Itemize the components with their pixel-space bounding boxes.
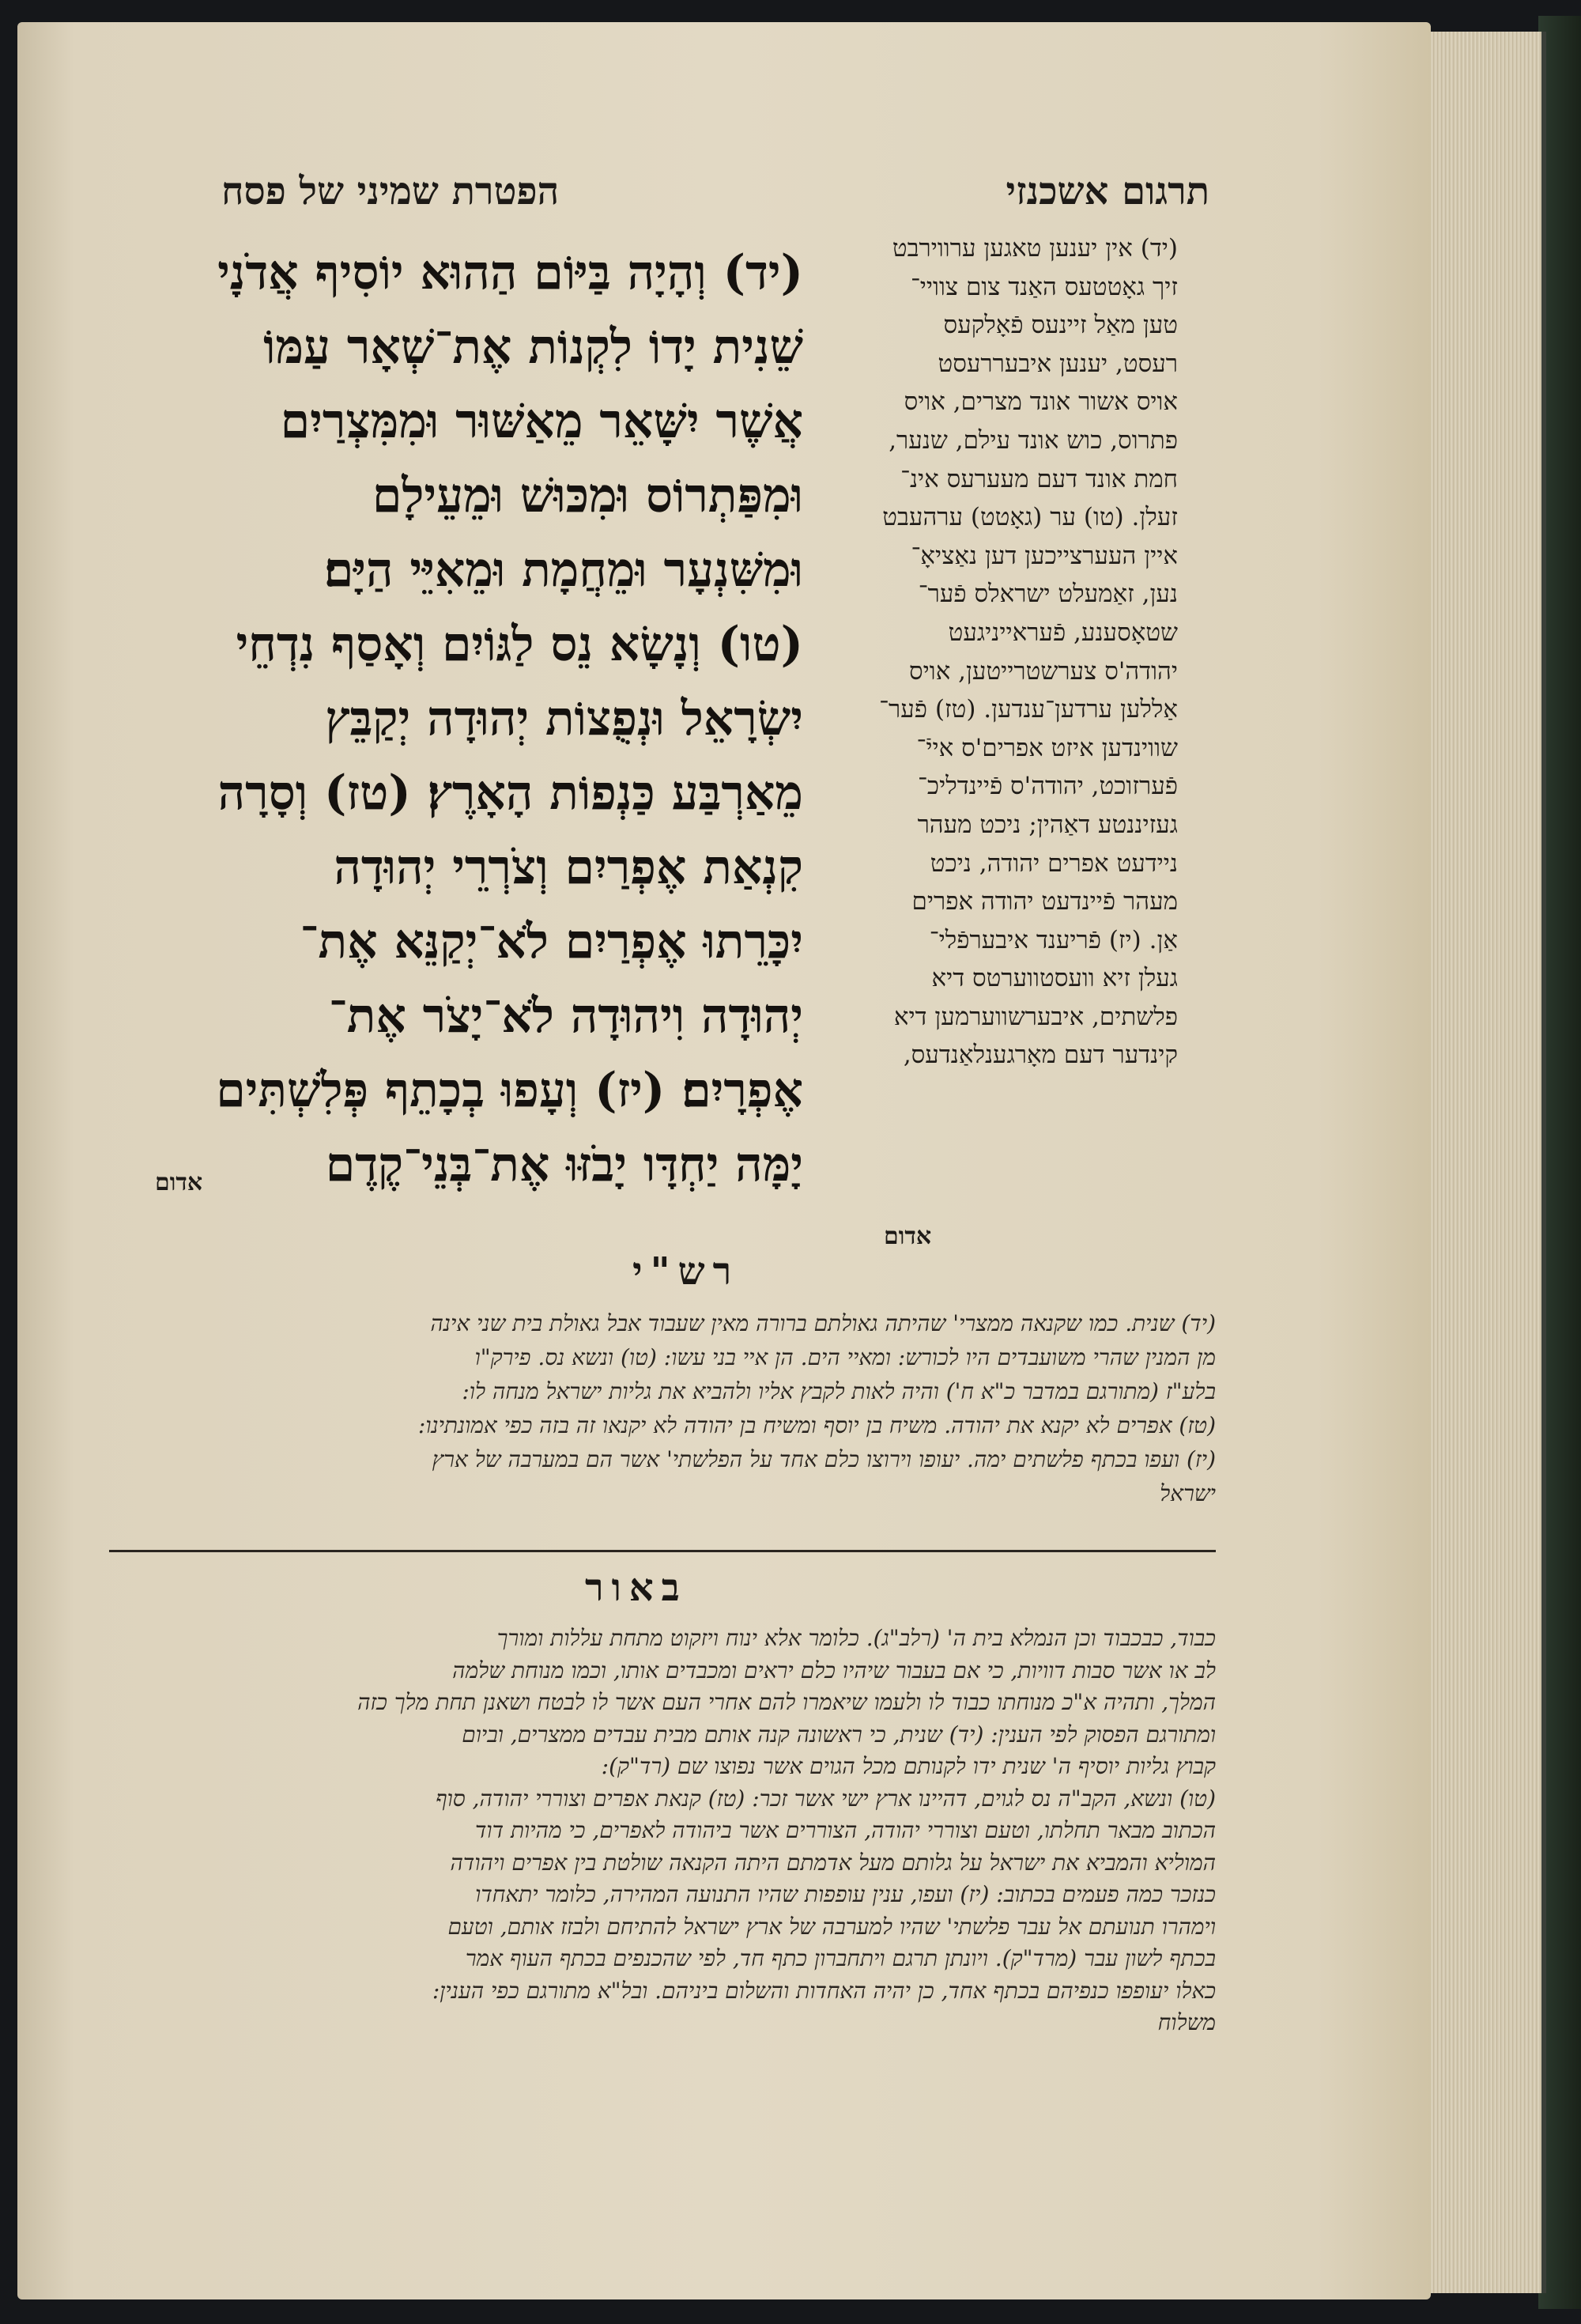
haftarah-line: אֶפְרָיִם׃ (יז) וְעָפוּ בְכָתֵף פְּלִשְׁתִּים [216,1063,803,1118]
rashi-line: (יז) ועפו בכתף פלשתים ימה. יעופו וירוצו כלם אחד על הפלשתי' אשר הם במערבה של ארץ [432,1446,1216,1472]
biur-line: כאלו יעופפו כנפיהם בכתף אחד, כן יהיה האחדות והשלום ביניהם. ובל"א מתורגם כפי הענין: [432,1977,1216,2004]
rashi-line: בלע"ז (מתורגם במדבר כ"א ח') והיה לאות לקבץ אליו ולהביא את גליות ישראל מנחה לו: [462,1378,1216,1404]
haftarah-line: וּמִשִּׁנְעָר וּמֵחֲמָת וּמֵאִיֵּי הַיָּם׃ [323,542,803,598]
haftarah-line: (טו) וְנָשָׂא נֵס לַגּוֹיִם וְאָסַף נִדְחֵי [236,617,803,672]
biur-line: קבוץ גליות יוסיף ה' שנית ידו לקנותם מכל הגוים אשר נפוצו שם (רד"ק): [601,1753,1216,1779]
biur-line: כבוד, כבכבוד וכן הנמלא בית ה' (רלב"ג). כלומר אלא ינוח ויזקוט מתחת עללות ומורך [496,1625,1216,1651]
targum-line: אַן. (יז) פֿריענד איבערפֿלי־ [929,925,1178,954]
haftarah-line: שֵׁנִית יָדוֹ לִקְנוֹת אֶת־שְׁאָר עַמּוֹ [263,319,803,375]
targum-line: געלן זיא וועסטווערטס דיא [931,964,1178,993]
haftarah-line: (יד) וְהָיָה בַּיּוֹם הַהוּא יוֹסִיף אֲדֹנָי [217,245,803,300]
targum-line: זעלן. (טו) ער (גאָטט) ערהעבט [882,503,1178,532]
targum-catchword: אדום [884,1222,932,1250]
biur-line: הכתוב מבאר תחלתו, וטעם וצוררי יהודה, הצוררים אשר ביהודה לאפרים, כי מהיות דוד [474,1817,1216,1843]
biur-line: (טו) ונשא, הקב"ה נס לגוים, דהיינו ארץ ישי אשר זכר: (טז) קנאת אפרים וצוררי יהודה, סוף [436,1785,1216,1812]
haftarah-line: אֲשֶׁר יִשָּׁאֵר מֵאַשּׁוּר וּמִמִּצְרַיִם [280,394,803,449]
biur-line: המלך, ותהיה א"כ מנוחתו כבוד לו ולעמו שיאמרו להם אחרי העם אשר לו לבטח ושאנן תחת מלך כזה [357,1689,1216,1715]
biur-line: וימהרו תנועתם אל עבר פלשתי' שהיו למערבה של ארץ ישראל להתיחם ולבזז אותם, וטעם [447,1913,1216,1940]
biur-commentary [109,1623,1216,2039]
targum-line: (יד) אין יענען טאגען ערווירבט [892,234,1178,263]
targum-line: זיך גאָטטעס האַנד צום צוויי־ [910,272,1178,301]
rashi-line: (טז) אפרים לא יקנא את יהודה. משיח בן יוסף ומשיח בן יהודה לא יקנאו זה בזה כפי אמונתינו: [417,1412,1216,1438]
biur-line: כנזכר כמה פעמים בכתוב: (יז) ועפו, ענין עופפות שהיו התנועה המהירה, כלומר יתאחדו [475,1881,1216,1907]
page-edges [1423,32,1546,2293]
targum-line: אַללען ערדען־ענדען. (טז) פֿער־ [879,695,1178,724]
targum-line: אויס אשור אונד מצרים, אויס [904,387,1178,417]
targum-line: שטאָסענע, פֿעראייניגעט [948,618,1178,647]
haftarah-line: יָמָּה יַחְדָּו יָבֹזּוּ אֶת־בְּנֵי־קֶדֶם [325,1137,803,1192]
haftarah-line: מֵאַרְבַּע כַּנְפוֹת הָאָרֶץ׃ (טז) וְסָרָה [217,765,803,821]
biur-line: לב או אשר סבות דוויות, כי אם בעבור שיהיו כלם יראים ומכבדים אותו, וכמו מנוחת שלמה [452,1657,1216,1683]
rashi-line: מן המנין שהרי משועבדים היו לכורש: ומאיי הים. הן איי בני עשו: (טו) ונשא נס. פירק"ו [474,1344,1216,1370]
rashi-line: (יד) שנית. כמו שקנאה ממצרי' שהיתה גאולתם ברורה מאין שעבוד אבל גאולת בית שני אינה [430,1310,1216,1336]
haftarah-text-column [109,236,803,1202]
targum-line: געזיננטע דאַהין; ניכט מעהר [917,810,1178,839]
targum-line: טען מאַל זיינעס פֿאָלקעס [943,311,1178,340]
targum-line: איין העערצייכען דען נאַציאָ־ [911,541,1178,570]
biur-line: המוליא והמביא את ישראל על גלותם מעל אדמתם היתה הקנאה שולטת בין אפרים ויהודה [450,1849,1216,1876]
haftarah-line: יִשְׂרָאֵל וּנְפֻצוֹת יְהוּדָה יְקַבֵּץ [325,691,803,746]
haftarah-line: יְהוּדָה וִיהוּדָה לֹא־יָצֹר אֶת־ [328,988,803,1044]
haftarah-line: קִנְאַת אֶפְרַיִם וְצֹרְרֵי יְהוּדָה [334,840,803,895]
biur-line: משלוח [1157,2009,1216,2035]
rashi-title: רש"י [632,1249,740,1294]
rashi-line: ישראל [1160,1480,1216,1506]
targum-line: יהודה'ס צערשטרייטען, אויס [909,656,1178,686]
targum-line: פלשתים, איבערשווערמען דיא [893,1002,1178,1031]
targum-line: רעסט, יענען איבעררעסט [938,349,1178,378]
biur-line: ומתורגם הפסוק לפי הענין: (יד) שנית, כי ראשונה קנה אותם מבית עבדים ממצרים, וביום [462,1721,1216,1748]
biur-title: באור [585,1566,688,1610]
haftarah-line: יִכָּרֵתוּ אֶפְרַיִם לֹא־יְקַנֵּא אֶת־ [300,914,803,969]
targum-line: פֿערזוכט, יהודה'ס פֿיינדליכ־ [918,772,1178,801]
targum-line: מעהר פֿיינדעט יהודה אפרים [911,887,1178,916]
targum-line: חמת אונד דעם מעערעס אינ־ [900,464,1178,493]
targum-header: תרגום אשכנזי [1006,169,1209,214]
rashi-commentary [109,1306,1216,1510]
targum-line: קינדער דעם מאָרגענלאַנדעס, [903,1041,1178,1070]
targum-line: נען, זאַמעלט ישראלס פֿער־ [918,580,1178,609]
biur-line: בכתף לשון עבר (מרד"ק). ויונתן תרגם ויתחברון כתף חד, לפי שהכנפים בכתף העוף אמר [465,1945,1216,1971]
targum-line: פתרוס, כוש אונד עילם, שנער, [889,425,1178,455]
targum-line: ניידעט אפרים יהודה, ניכט [930,848,1178,878]
targum-line: שווינדען איזט אפרים'ס אייֿ־ [916,733,1178,762]
targum-text-column [846,229,1178,1075]
haftarah-header: הפטרת שמיני של פסח [221,169,560,214]
haftarah-catchword: אדום [155,1169,203,1196]
section-divider [109,1550,1216,1552]
haftarah-line: וּמִפַּתְרוֹס וּמִכּוּשׁ וּמֵעֵילָם [372,468,803,523]
